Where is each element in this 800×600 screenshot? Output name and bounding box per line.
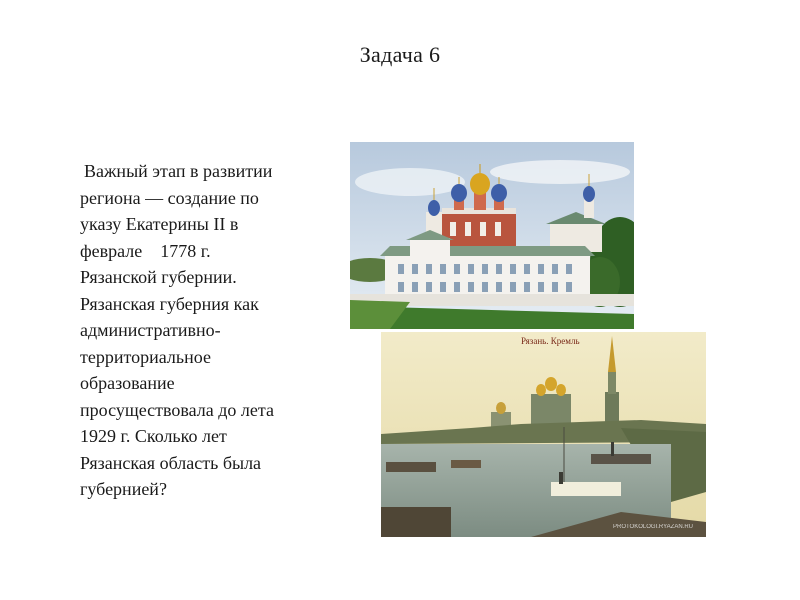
text-line: феврале 1778 г.	[80, 240, 211, 261]
text-line: Важный этап в развитии	[84, 161, 273, 181]
text-line: просуществовала до лета	[80, 399, 274, 420]
slide-title: Задача 6	[359, 42, 441, 67]
text-line: губернией?	[80, 479, 167, 499]
question-text	[80, 158, 325, 503]
text-line: 1929 г. Сколько лет	[80, 426, 227, 446]
postcard-watermark: PROTOKOLOGI.RYAZAN.RU	[613, 524, 694, 530]
text-line: Рязанская губерния как	[80, 293, 259, 314]
postcard-image	[381, 332, 706, 537]
text-line: территориальное	[80, 346, 211, 367]
text-line: указу Екатерины II в	[80, 214, 239, 234]
text-line: региона — создание по	[80, 187, 259, 208]
text-line: административно-	[80, 320, 221, 340]
postcard-caption: Рязань. Кремль	[521, 336, 580, 346]
kremlin-illustration	[350, 142, 634, 329]
text-line: Рязанской губернии.	[80, 267, 237, 287]
text-line: образование	[80, 373, 175, 393]
kremlin-photo	[350, 142, 634, 329]
text-line: Рязанская область была	[80, 452, 262, 473]
postcard-illustration	[381, 332, 706, 537]
